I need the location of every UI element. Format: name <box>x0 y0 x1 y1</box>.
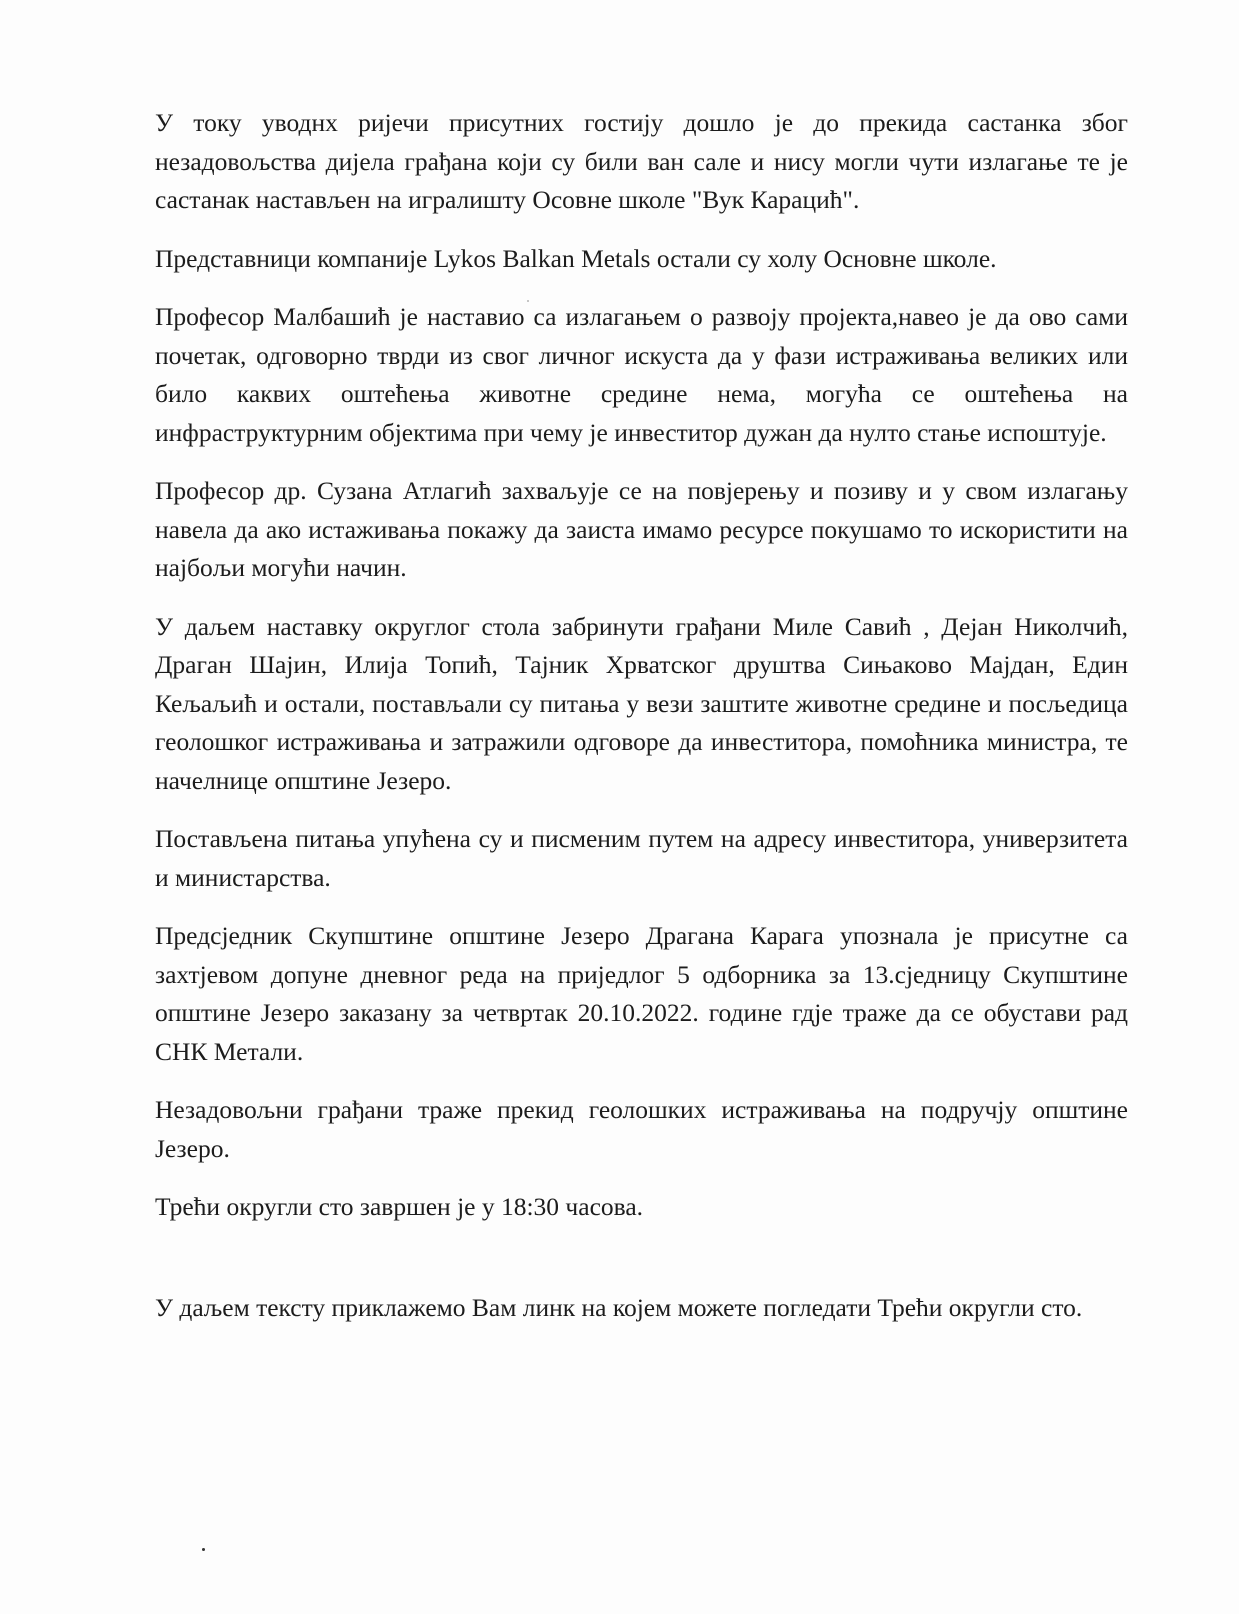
document-body <box>155 104 1128 1347</box>
paragraph-concerned-citizens: У даљем наставку округлог стола забринути грађани Миле Савић , Дејан Николчић, Драган Шајин, Илија Топић, Тајник Хрватског друштва Сињаково Мајдан, Един Кељаљић и остали, постављали су питања у вези заштите животне средине и посљедица геолошког истраживања и затражили одговоре да инвеститора, помоћника министра, те начелнице општине Језеро. <box>155 611 1128 795</box>
scan-dot-mark <box>202 1548 205 1551</box>
paragraph-written-questions: Постављена питања упућена су и писменим путем на адресу инвеститора, универзитета и министарства. <box>155 824 1128 892</box>
paragraph-company-representatives: Представници компаније Lykos Balkan Metals остали су холу Основне школе. <box>155 243 997 273</box>
paragraph-round-table-end: Трећи округли сто завршен је у 18:30 часова. <box>155 1192 644 1221</box>
paragraph-intro-interruption: У току уводнх ријечи присутних гостију дошло је до прекида састанка због незадовољства дијела грађана који су били ван сале и нису могли чути излагање те је састанак настављен на игралишту Осовне школе "Вук Карацић". <box>155 108 1128 214</box>
paragraph-professor-malbasic: Професор Малбашић је наставио са излагањем о развоју пројекта,навео је да ово сами почетак, одговорно тврди из свог личног искуста да у фази истраживања великих или било каквих оштећења животне средине нема, могућа се оштећења на инфраструктурним објектима при чему је инвеститор дужан да нулто стање испоштује. <box>155 302 1128 447</box>
paragraph-assembly-president: Предсједник Скупштине општине Језеро Драгана Карага упознала је присутне са захтјевом допуне дневног реда на приједлог 5 одборника за 13.сједницу Скупштине општине Језеро заказану за четвртак 20.10.2022. године гдје траже да се обустави рад СНК Метали. <box>155 921 1128 1066</box>
paragraph-professor-atlagic: Професор др. Сузана Атлагић захваљује се на повјерењу и позиву и у свом излагању навела да ако истаживања покажу да заиста имамо ресурсе покушамо то искористити на најбољи могући начин. <box>155 476 1128 582</box>
scan-speck <box>527 300 529 302</box>
paragraph-link-note: У даљем тексту приклажемо Вам линк на којем можете погледати Трећи округли сто. <box>155 1292 1083 1322</box>
paragraph-dissatisfied-citizens: Незадовољни грађани траже прекид геолошких истраживања на подручју општине Језеро. <box>155 1095 1128 1163</box>
